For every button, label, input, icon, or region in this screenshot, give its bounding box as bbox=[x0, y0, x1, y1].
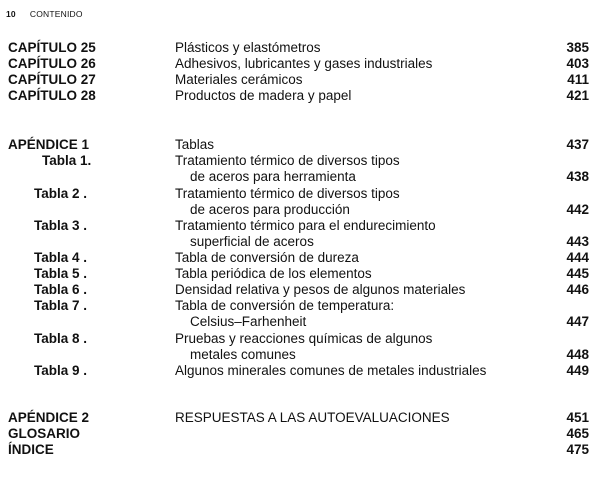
page-ref: 443 bbox=[566, 234, 589, 249]
toc-entry-chapter-26[interactable] bbox=[0, 56, 600, 72]
table-title-line1: Tabla periódica de los elementos bbox=[175, 266, 372, 281]
toc-entry-chapter-28[interactable] bbox=[0, 88, 600, 104]
table-label: Tabla 6 . bbox=[34, 282, 88, 297]
table-title-line2: de aceros para producción bbox=[190, 202, 350, 217]
page-ref: 465 bbox=[566, 426, 589, 441]
table-title-line2: de aceros para herramienta bbox=[190, 169, 356, 184]
toc-entry-table-4[interactable] bbox=[0, 250, 600, 266]
appendix-label: APÉNDICE 1 bbox=[8, 137, 90, 152]
toc-entry-table-7-cont bbox=[0, 314, 600, 330]
chapter-label: CAPÍTULO 27 bbox=[8, 72, 96, 87]
page-ref: 411 bbox=[567, 72, 589, 87]
glossary-label: GLOSARIO bbox=[8, 426, 81, 441]
page-ref: 475 bbox=[566, 442, 589, 457]
toc-entry-glossary[interactable] bbox=[0, 426, 600, 442]
table-label: Tabla 4 . bbox=[34, 250, 88, 265]
page-ref: 442 bbox=[566, 202, 589, 217]
table-label: Tabla 2 . bbox=[34, 186, 88, 201]
table-label: Tabla 5 . bbox=[34, 266, 88, 281]
appendix-title: Tablas bbox=[175, 137, 215, 152]
page-ref: 445 bbox=[566, 266, 589, 281]
page-number: 10 bbox=[6, 9, 16, 19]
toc-entry-table-1[interactable] bbox=[0, 153, 600, 169]
chapter-title: Materiales cerámicos bbox=[175, 72, 303, 87]
toc-entry-chapter-25[interactable] bbox=[0, 40, 600, 56]
page-header bbox=[6, 9, 83, 19]
chapter-label: CAPÍTULO 28 bbox=[8, 88, 96, 103]
table-title-line1: Algunos minerales comunes de metales industriales bbox=[175, 363, 487, 378]
chapter-title: Plásticos y elastómetros bbox=[175, 40, 321, 55]
toc-entry-table-2-cont bbox=[0, 202, 600, 218]
table-title-line1: Tratamiento térmico para el endurecimiento bbox=[175, 218, 436, 233]
toc-entry-appendix-1[interactable] bbox=[0, 137, 600, 153]
table-label: Tabla 1. bbox=[42, 153, 92, 168]
toc-entry-table-8-cont bbox=[0, 347, 600, 363]
table-title-line2: Celsius–Farhenheit bbox=[190, 314, 307, 329]
page-ref: 449 bbox=[566, 363, 589, 378]
toc-entry-table-9[interactable] bbox=[0, 363, 600, 379]
table-title-line1: Tratamiento térmico de diversos tipos bbox=[175, 186, 400, 201]
toc-entry-table-5[interactable] bbox=[0, 266, 600, 282]
appendix-label: APÉNDICE 2 bbox=[8, 410, 90, 425]
appendix-title: RESPUESTAS A LAS AUTOEVALUACIONES bbox=[175, 410, 450, 425]
toc-entry-table-3[interactable] bbox=[0, 218, 600, 234]
page-ref: 437 bbox=[566, 137, 589, 152]
page-ref: 438 bbox=[566, 169, 589, 184]
table-label: Tabla 9 . bbox=[34, 363, 88, 378]
table-title-line1: Tabla de conversión de temperatura: bbox=[175, 298, 395, 313]
toc-entry-appendix-2[interactable] bbox=[0, 410, 600, 426]
toc-entry-table-6[interactable] bbox=[0, 282, 600, 298]
table-title-line1: Tratamiento térmico de diversos tipos bbox=[175, 153, 400, 168]
page-ref: 447 bbox=[566, 314, 589, 329]
toc-entry-table-2[interactable] bbox=[0, 186, 600, 202]
chapter-label: CAPÍTULO 25 bbox=[8, 40, 96, 55]
page-ref: 385 bbox=[566, 40, 589, 55]
table-title-line2: metales comunes bbox=[190, 347, 296, 362]
toc-entry-table-1-cont bbox=[0, 169, 600, 185]
table-title-line2: superficial de aceros bbox=[190, 234, 314, 249]
page-ref: 403 bbox=[566, 56, 589, 71]
chapter-title: Productos de madera y papel bbox=[175, 88, 352, 103]
table-title-line1: Pruebas y reacciones químicas de algunos bbox=[175, 331, 433, 346]
page-ref: 421 bbox=[566, 88, 589, 103]
index-label: ÍNDICE bbox=[8, 442, 54, 457]
toc-entry-table-7[interactable] bbox=[0, 298, 600, 314]
table-title-line1: Densidad relativa y pesos de algunos materiales bbox=[175, 282, 466, 297]
table-title-line1: Tabla de conversión de dureza bbox=[175, 250, 359, 265]
chapter-title: Adhesivos, lubricantes y gases industriales bbox=[175, 56, 433, 71]
toc-entry-chapter-27[interactable] bbox=[0, 72, 600, 88]
toc-entry-index[interactable] bbox=[0, 442, 600, 458]
page-ref: 451 bbox=[566, 410, 589, 425]
table-label: Tabla 7 . bbox=[34, 298, 88, 313]
table-label: Tabla 8 . bbox=[34, 331, 88, 346]
page-ref: 444 bbox=[566, 250, 589, 265]
page-ref: 448 bbox=[566, 347, 589, 362]
toc-entry-table-3-cont bbox=[0, 234, 600, 250]
running-title: CONTENIDO bbox=[29, 9, 83, 19]
toc-entry-table-8[interactable] bbox=[0, 331, 600, 347]
table-label: Tabla 3 . bbox=[34, 218, 88, 233]
page-ref: 446 bbox=[566, 282, 589, 297]
chapter-label: CAPÍTULO 26 bbox=[8, 56, 96, 71]
